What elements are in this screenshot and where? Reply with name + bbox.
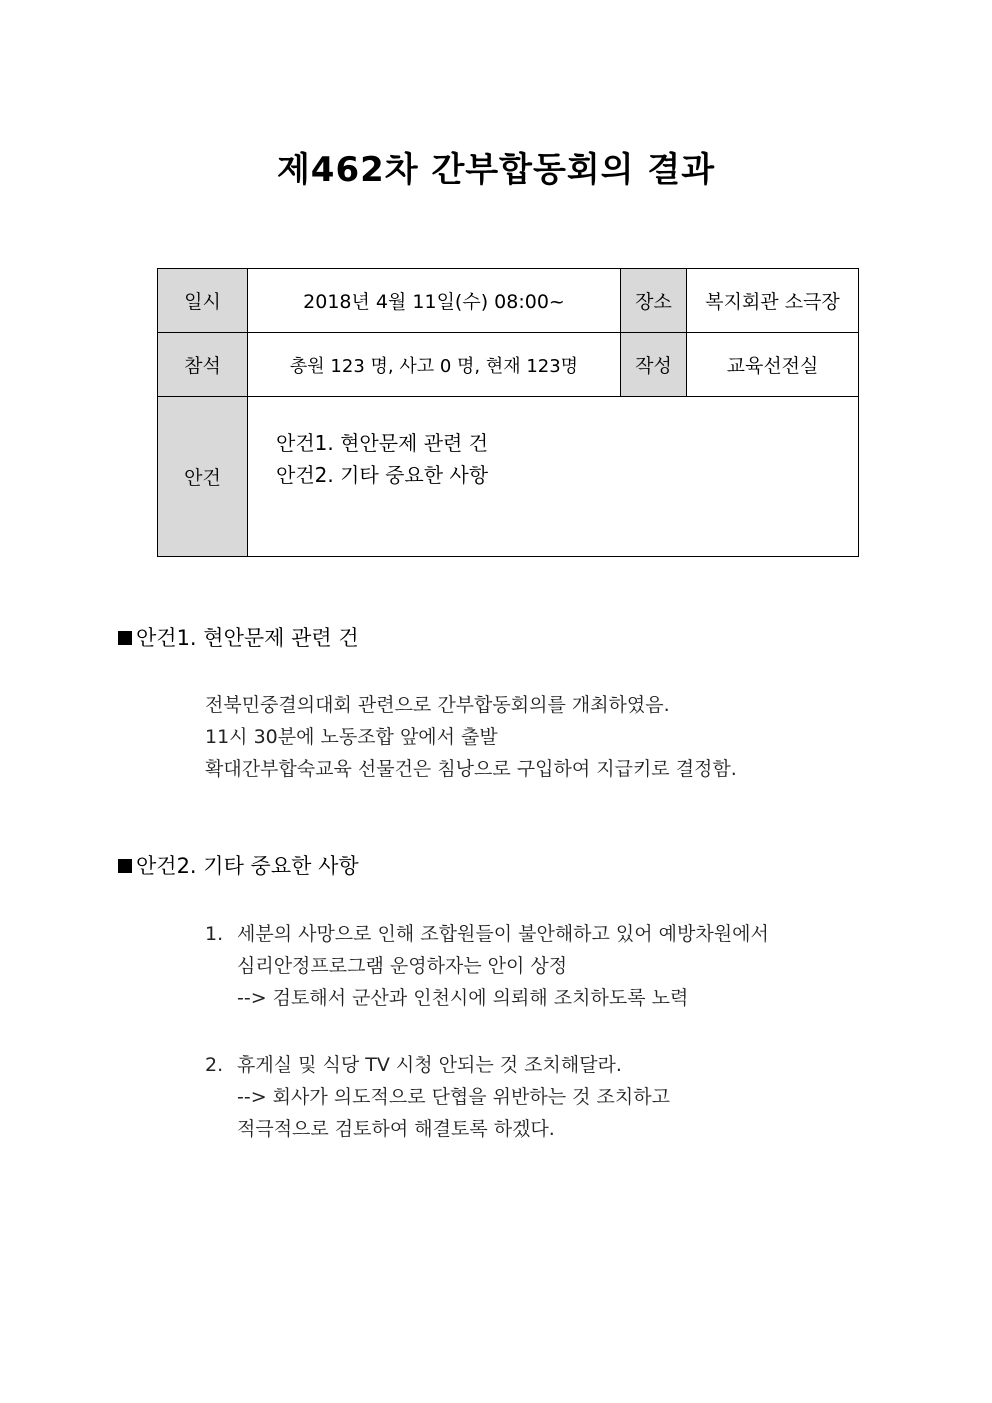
date-row bbox=[158, 269, 859, 333]
section1-line: 11시 30분에 노동조합 앞에서 출발 bbox=[205, 726, 498, 748]
item-number: 1. bbox=[205, 923, 224, 945]
agenda-item: 안건2. 기타 중요한 사항 bbox=[276, 463, 489, 487]
document-title: 제462차 간부합동회의 결과 bbox=[276, 150, 716, 190]
agenda-item: 안건1. 현안문제 관련 건 bbox=[276, 431, 489, 455]
item-line: 휴게실 및 식당 TV 시청 안되는 것 조치해달라. bbox=[237, 1054, 622, 1076]
attendance-label: 참석 bbox=[158, 333, 248, 397]
place-label: 장소 bbox=[621, 269, 687, 333]
section1-line: 전북민중결의대회 관련으로 간부합동회의를 개최하였음. bbox=[205, 694, 670, 716]
item-line: --> 회사가 의도적으로 단협을 위반하는 것 조치하고 bbox=[237, 1086, 670, 1108]
meeting-info-table bbox=[157, 268, 859, 557]
item-line: 세분의 사망으로 인해 조합원들이 불안해하고 있어 예방차원에서 bbox=[237, 923, 769, 945]
agenda-row bbox=[158, 397, 859, 557]
date-value: 2018년 4월 11일(수) 08:00~ bbox=[248, 269, 621, 333]
section2-item-2 bbox=[205, 1049, 670, 1145]
item-number: 2. bbox=[205, 1054, 224, 1076]
author-value: 교육선전실 bbox=[687, 333, 859, 397]
author-label: 작성 bbox=[621, 333, 687, 397]
section2-item-1 bbox=[205, 918, 769, 1014]
black-square-bullet-icon bbox=[118, 631, 132, 645]
section2-heading bbox=[118, 850, 359, 880]
section1-body bbox=[205, 689, 737, 785]
agenda-list bbox=[248, 397, 859, 557]
agenda-label: 안건 bbox=[158, 397, 248, 557]
section1-heading-text: 안건1. 현안문제 관련 건 bbox=[136, 626, 359, 650]
date-label: 일시 bbox=[158, 269, 248, 333]
attendance-value: 총원 123 명, 사고 0 명, 현재 123명 bbox=[248, 333, 621, 397]
attendance-row bbox=[158, 333, 859, 397]
black-square-bullet-icon bbox=[118, 859, 132, 873]
section1-heading bbox=[118, 622, 359, 652]
place-value: 복지회관 소극장 bbox=[687, 269, 859, 333]
section1-line: 확대간부합숙교육 선물건은 침낭으로 구입하여 지급키로 결정함. bbox=[205, 758, 737, 780]
item-line: --> 검토해서 군산과 인천시에 의뢰해 조치하도록 노력 bbox=[237, 987, 689, 1009]
item-line: 적극적으로 검토하여 해결토록 하겠다. bbox=[237, 1118, 555, 1140]
section2-heading-text: 안건2. 기타 중요한 사항 bbox=[136, 854, 359, 878]
item-line: 심리안정프로그램 운영하자는 안이 상정 bbox=[237, 955, 568, 977]
